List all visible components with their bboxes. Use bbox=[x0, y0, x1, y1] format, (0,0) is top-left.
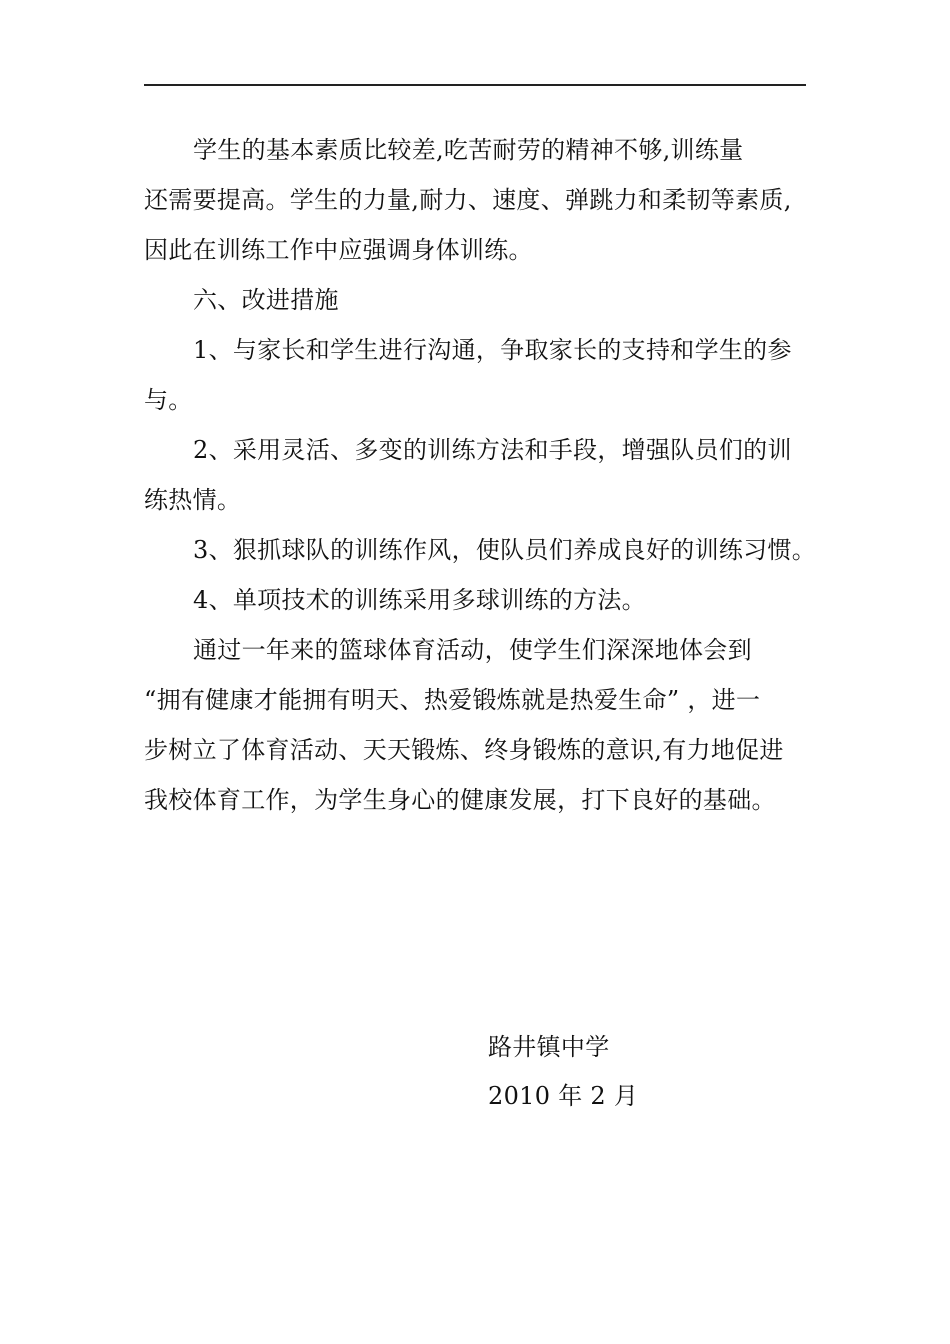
list-item: 4、单项技术的训练采用多球训练的方法。 bbox=[193, 586, 646, 614]
header-rule bbox=[144, 84, 806, 86]
list-item: 3、狠抓球队的训练作风，使队员们养成良好的训练习惯。 bbox=[193, 536, 817, 564]
signature-date: 2010 年 2 月 bbox=[488, 1082, 639, 1110]
paragraph-line: 因此在训练工作中应强调身体训练。 bbox=[144, 236, 533, 264]
paragraph-line: 还需要提高。学生的力量,耐力、速度、弹跳力和柔韧等素质, bbox=[144, 186, 792, 214]
list-item: 1、与家长和学生进行沟通，争取家长的支持和学生的参 bbox=[193, 336, 792, 364]
signature-organization: 路井镇中学 bbox=[488, 1033, 610, 1061]
section-heading: 六、改进措施 bbox=[193, 286, 339, 314]
paragraph-line: 学生的基本素质比较差,吃苦耐劳的精神不够,训练量 bbox=[193, 136, 744, 164]
paragraph-line: 通过一年来的篮球体育活动，使学生们深深地体会到 bbox=[193, 636, 752, 664]
list-item: 2、采用灵活、多变的训练方法和手段，增强队员们的训 bbox=[193, 436, 792, 464]
paragraph-line: 步树立了体育活动、天天锻炼、终身锻炼的意识,有力地促进 bbox=[144, 736, 784, 764]
list-item-continuation: 练热情。 bbox=[144, 486, 242, 514]
paragraph-line: 我校体育工作，为学生身心的健康发展，打下良好的基础。 bbox=[144, 786, 776, 814]
list-item-continuation: 与。 bbox=[144, 386, 193, 414]
paragraph-line: “拥有健康才能拥有明天、热爱锻炼就是热爱生命” ，进一 bbox=[144, 686, 761, 714]
